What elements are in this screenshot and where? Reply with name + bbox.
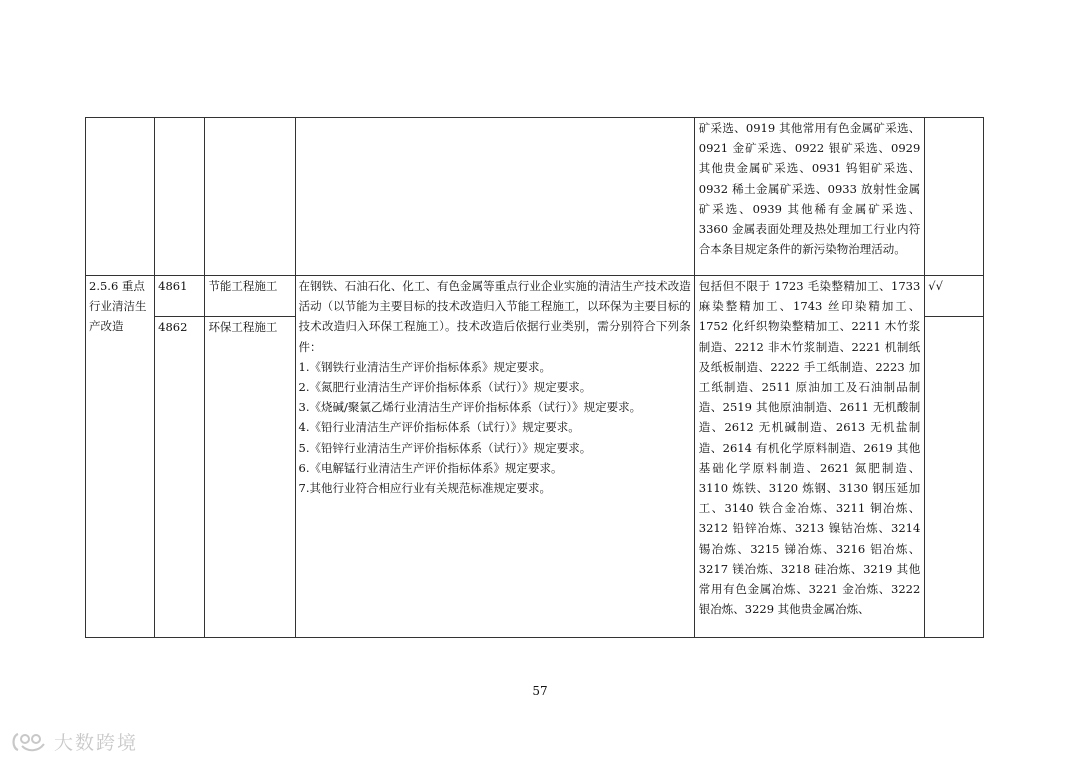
cell-code: 4862 — [155, 317, 205, 638]
description-line: 4.《铅行业清洁生产评价指标体系（试行）》规定要求。 — [298, 420, 580, 435]
description-line: 1.《钢铁行业清洁生产评价指标体系》规定要求。 — [298, 359, 552, 374]
description-line: 6.《电解锰行业清洁生产评价指标体系》规定要求。 — [298, 460, 563, 475]
cell-item: 2.5.6 重点行业清洁生产改造 — [86, 276, 155, 638]
table-row — [86, 276, 984, 317]
cell-name: 节能工程施工 — [205, 276, 295, 317]
page-number: 57 — [532, 684, 548, 698]
watermark — [10, 728, 138, 755]
table-row-continued — [86, 118, 984, 276]
watermark-text: 大数跨境 — [54, 732, 139, 754]
cell-industry-scope-continued: 矿采选、0919 其他常用有色金属矿采选、0921 金矿采选、0922 银矿采选、0929 其他贵金属矿采选、0931 钨钼矿采选、0932 稀土金属矿采选、0933 放射性金属矿采选、0939 其他稀有金属矿采选、3360 金属表面处理及热处理加工行业内符合本条目规定条件的新污染物治理活动。 — [694, 118, 925, 276]
description-line: 7.其他行业符合相应行业有关规范标准规定要求。 — [298, 481, 552, 496]
cell-mark: √√ — [925, 276, 984, 317]
cell-description — [295, 276, 694, 638]
cell-industry-scope: 包括但不限于 1723 毛染整精加工、1733 麻染整精加工、1743 丝印染精加工、1752 化纤织物染整精加工、2211 木竹浆制造、2212 非木竹浆制造、2221 机制纸及纸板制造、2222 手工纸制造、2223 加工纸制造、2511 原油加工及石油制品制造、2519 其他原油制造、2611 无机酸制造、2612 无机碱制造、2613 无机盐制造、2614 有机化学原料制造、2619 其他基础化学原料制造、2621 氮肥制造、3110 炼铁、3120 炼钢、3130 钢压延加工、3140 铁合金冶炼、3211 铜冶炼、3212 铅锌冶炼、3213 镍钴冶炼、3214 锡冶炼、3215 锑冶炼、3216 铝冶炼、3217 镁冶炼、3218 硅冶炼、3219 其他常用有色金属冶炼、3221 金冶炼、3222 银冶炼、3229 其他贵金属冶炼、 — [694, 276, 925, 638]
cell-name: 环保工程施工 — [205, 317, 295, 638]
catalog-table — [85, 117, 984, 638]
watermark-logo-icon — [10, 730, 50, 754]
cell-code: 4861 — [155, 276, 205, 317]
cell-code-empty — [155, 118, 205, 276]
cell-description-empty — [295, 118, 694, 276]
cell-item-empty — [86, 118, 155, 276]
description-line: 2.《氮肥行业清洁生产评价指标体系（试行）》规定要求。 — [298, 380, 592, 395]
cell-name-empty — [205, 118, 295, 276]
cell-mark-empty — [925, 118, 984, 276]
description-line: 5.《铅锌行业清洁生产评价指标体系（试行）》规定要求。 — [298, 440, 592, 455]
description-line: 在钢铁、石油石化、化工、有色金属等重点行业企业实施的清洁生产技术改造活动（以节能为主要目标的技术改造归入节能工程施工，以环保为主要目标的技术改造归入环保工程施工）。技术改造后依据行业类别，需分别符合下列条件： — [298, 279, 691, 354]
description-line: 3.《烧碱/聚氯乙烯行业清洁生产评价指标体系（试行）》规定要求。 — [298, 400, 642, 415]
cell-mark — [925, 317, 984, 638]
